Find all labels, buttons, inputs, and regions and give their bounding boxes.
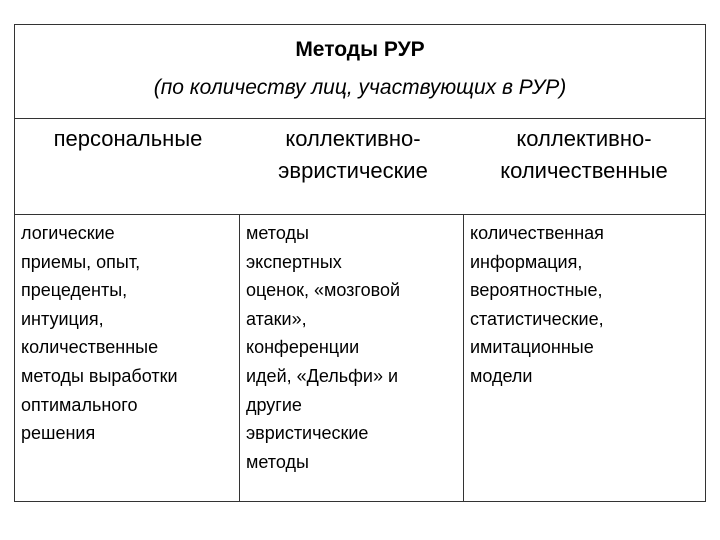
column-header-line: коллективно-	[516, 126, 652, 151]
cell-line: интуиция,	[21, 308, 104, 329]
cell-line: модели	[470, 365, 533, 386]
column-header-collective-heuristic	[241, 119, 465, 214]
cell-line: статистические,	[470, 308, 604, 329]
column-headers-row	[15, 119, 705, 215]
cell-line: логические	[21, 223, 115, 243]
cell-collective-heuristic-methods	[240, 215, 464, 501]
table-subtitle: (по количеству лиц, участвующих в РУР)	[153, 76, 567, 99]
cell-line: методы	[246, 223, 309, 243]
cell-line: информация,	[470, 251, 583, 272]
cell-line: прецеденты,	[21, 280, 128, 301]
column-header-line: коллективно-	[285, 126, 421, 151]
column-header-line: эвристические	[278, 158, 428, 183]
cell-personal-methods	[15, 215, 240, 501]
cell-line: имитационные	[470, 337, 594, 358]
cell-line: идей, «Дельфи» и	[246, 365, 399, 386]
cell-line: решения	[21, 423, 96, 444]
cell-line: количественная	[470, 223, 604, 243]
table-body-row	[15, 215, 705, 501]
cell-line: количественные	[21, 337, 159, 358]
cell-line: конференции	[246, 337, 360, 358]
column-header-collective-quantitative	[463, 119, 705, 214]
cell-line: эвристические	[246, 423, 369, 444]
methods-table	[14, 24, 706, 502]
cell-line: вероятностные,	[470, 280, 603, 301]
column-header-line: количественные	[500, 158, 668, 183]
table-header	[15, 25, 705, 119]
column-header-line: персональные	[53, 126, 203, 151]
cell-line: экспертных	[246, 251, 342, 272]
column-header-personal	[15, 119, 241, 214]
cell-line: методы	[246, 451, 309, 472]
cell-line: приемы, опыт,	[21, 251, 141, 272]
cell-line: атаки»,	[246, 308, 307, 329]
cell-line: оптимального	[21, 394, 138, 415]
cell-line: оценок, «мозговой	[246, 280, 401, 301]
cell-line: методы выработки	[21, 365, 178, 386]
cell-line: другие	[246, 394, 302, 415]
table-title: Методы РУР	[295, 38, 425, 61]
cell-collective-quantitative-methods	[464, 215, 705, 501]
